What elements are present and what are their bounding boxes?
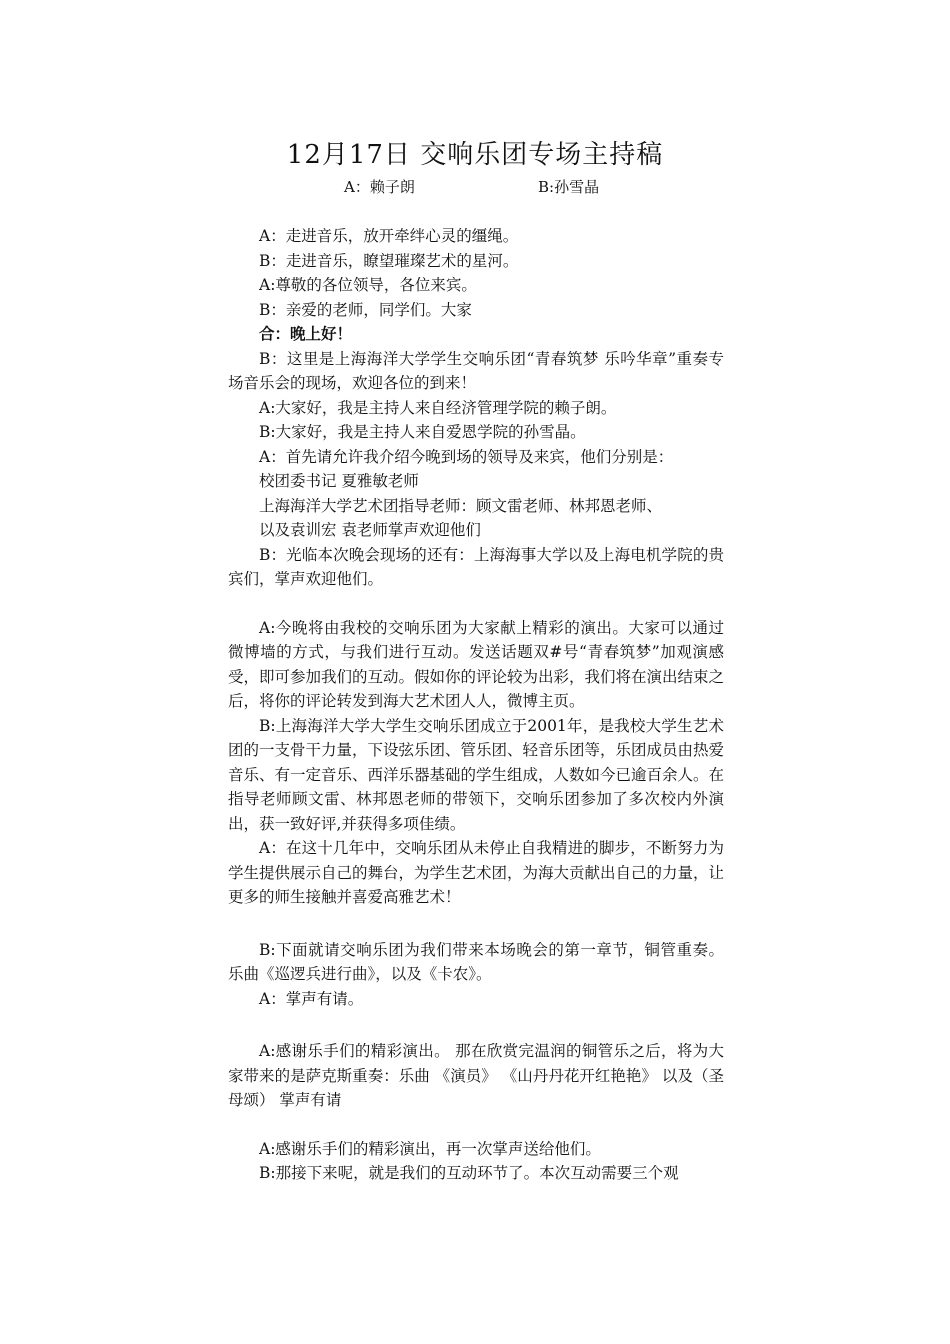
script-line: B：走进音乐，瞭望璀璨艺术的星河。 [259, 251, 519, 270]
script-line: 校团委书记 夏雅敏老师 [259, 472, 419, 490]
script-line: A：在这十几年中，交响乐团从未停止自我精进的脚步，不断努力为学生提供展示自己的舞台，为学生艺术团，为海大贡献出自己的力量，让更多的师生接触并喜爱高雅艺术！ [228, 839, 725, 906]
script-line: 上海海洋大学艺术团指导老师：顾文雷老师、林邦恩老师、 [259, 496, 663, 515]
script-line: A:大家好，我是主持人来自经济管理学院的赖子朗。 [259, 398, 617, 417]
script-line: B:下面就请交响乐团为我们带来本场晚会的第一章节，铜管重奏。乐曲《巡逻兵进行曲》，以及《卡农》。 [228, 940, 724, 983]
script-line: B：光临本次晚会现场的还有：上海海事大学以及上海电机学院的贵宾们，掌声欢迎他们。 [228, 545, 724, 588]
host-b: B:孙雪晶 [538, 178, 600, 196]
script-line: A:感谢乐手们的精彩演出。 那在欣赏完温润的铜管乐之后，将为大家带来的是萨克斯重奏：乐曲 《演员》 《山丹丹花开红艳艳》 以及（圣母颂） 掌声有请 [228, 1042, 724, 1109]
paragraph-gap [228, 1113, 724, 1137]
script-line: B:大家好，我是主持人来自爱恩学院的孙雪晶。 [259, 423, 586, 441]
paragraph-gap [228, 1011, 724, 1039]
script-line: B：亲爱的老师，同学们。大家 [259, 300, 472, 319]
host-a: A：赖子朗 [344, 178, 415, 196]
script-line: B:那接下来呢，就是我们的互动环节了。本次互动需要三个观 [259, 1164, 679, 1182]
script-line: A：走进音乐，放开牵绊心灵的缰绳。 [259, 227, 519, 245]
script-body [228, 224, 724, 1186]
script-line: A：首先请允许我介绍今晚到场的领导及来宾，他们分别是： [259, 447, 674, 466]
script-line: B：这里是上海海洋大学学生交响乐团“青春筑梦 乐吟华章”重奏专场音乐会的现场，欢迎各位的到来！ [228, 349, 724, 392]
script-line: A:尊敬的各位领导，各位来宾。 [259, 276, 477, 294]
paragraph-gap [228, 592, 724, 616]
paragraph-gap [228, 910, 724, 938]
script-line: 合：晚上好！ [259, 324, 353, 343]
script-line: A:感谢乐手们的精彩演出，再一次掌声送给他们。 [259, 1139, 601, 1158]
script-line: A：掌声有请。 [259, 989, 364, 1008]
script-line: B:上海海洋大学大学生交响乐团成立于2001年，是我校大学生艺术团的一支骨干力量，下设弦乐团、管乐团、轻音乐团等，乐团成员由热爱音乐、有一定音乐、西洋乐器基础的学生组成，人数如今已逾百余人。在指导老师顾文雷、林邦恩老师的带领下，交响乐团参加了多次校内外演出，获一致好评,并获得多项佳绩。 [228, 716, 725, 833]
script-line: 以及袁训宏 袁老师掌声欢迎他们 [259, 521, 481, 539]
script-line: A:今晚将由我校的交响乐团为大家献上精彩的演出。大家可以通过微博墙的方式，与我们进行互动。发送话题双#号“青春筑梦”加观演感受，即可参加我们的互动。假如你的评论较为出彩，我们将在演出结束之后，将你的评论转发到海大艺术团人人，微博主页。 [228, 618, 725, 710]
document-title: 12月17日 交响乐团专场主持稿 [286, 140, 664, 170]
